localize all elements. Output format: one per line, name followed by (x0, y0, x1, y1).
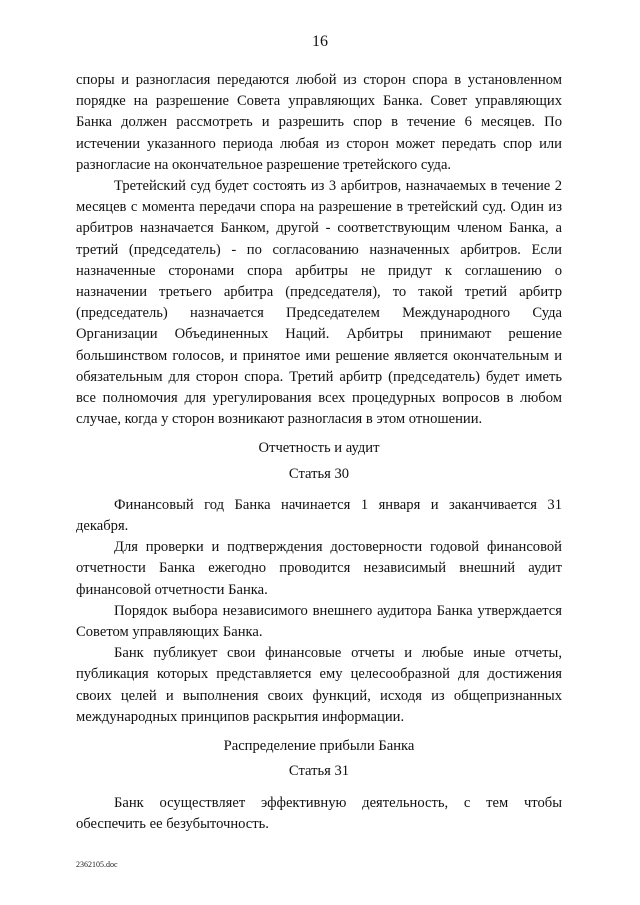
paragraph-disputes: споры и разногласия передаются любой из сторон спора в установленном порядке на разрешение Совета управляющих Банка. Совет управляющих Банка должен рассмотреть и разрешить спор в течение 6 месяцев. По истечении указанного периода любая из сторон может передать спор или разногласие на окончательное разрешение третейского суда. (76, 72, 562, 173)
article-heading-30: Статья 30 (288, 465, 350, 482)
paragraph-auditor-selection: Порядок выбора независимого внешнего аудитора Банка утверждается Советом управляющих Банка. (76, 602, 562, 641)
section-heading-profit: Распределение прибыли Банка (223, 738, 415, 755)
paragraph-arbitration: Третейский суд будет состоять из 3 арбитров, назначаемых в течение 2 месяцев с момента передачи спора на разрешение в третейский суд. Один из арбитров назначается Банком, другой - соответствующим членом Банка, а третий (председатель) - по согласованию назначенных арбитров. Если назначенные сторонами спора арбитры не придут к соглашению о назначении третьего арбитра (председателя), то такой третий арбитр (председатель) назначается Председателем Международного Суда Организации Объединенных Наций. Арбитры принимают решение большинством голосов, и принятое ими решение является окончательным и обязательным для сторон спора. Третий арбитр (председатель) будет иметь все полномочия для урегулирования всех процедурных вопросов в любом случае, когда у сторон возникают разногласия в этом отношении. (76, 178, 562, 428)
paragraph-financial-year: Финансовый год Банка начинается 1 января и заканчивается 31 декабря. (76, 496, 562, 535)
document-footer-filename: 2362105.doc (76, 860, 118, 869)
paragraph-external-audit: Для проверки и подтверждения достоверности годовой финансовой отчетности Банка ежегодно проводится независимый внешний аудит финансовой отчетности Банка. (76, 539, 562, 598)
section-heading-audit: Отчетность и аудит (258, 440, 380, 457)
paragraph-break-even: Банк осуществляет эффективную деятельность, с тем чтобы обеспечить ее безубыточность. (76, 794, 562, 832)
page-number: 16 (312, 33, 328, 50)
document-body (76, 70, 562, 835)
article-heading-31: Статья 31 (288, 763, 350, 780)
paragraph-publication: Банк публикует свои финансовые отчеты и любые иные отчеты, публикация которых представляется ему целесообразной для достижения своих целей и выполнения своих функций, исходя из общепризнанных международных принципов раскрытия информации. (76, 645, 562, 725)
